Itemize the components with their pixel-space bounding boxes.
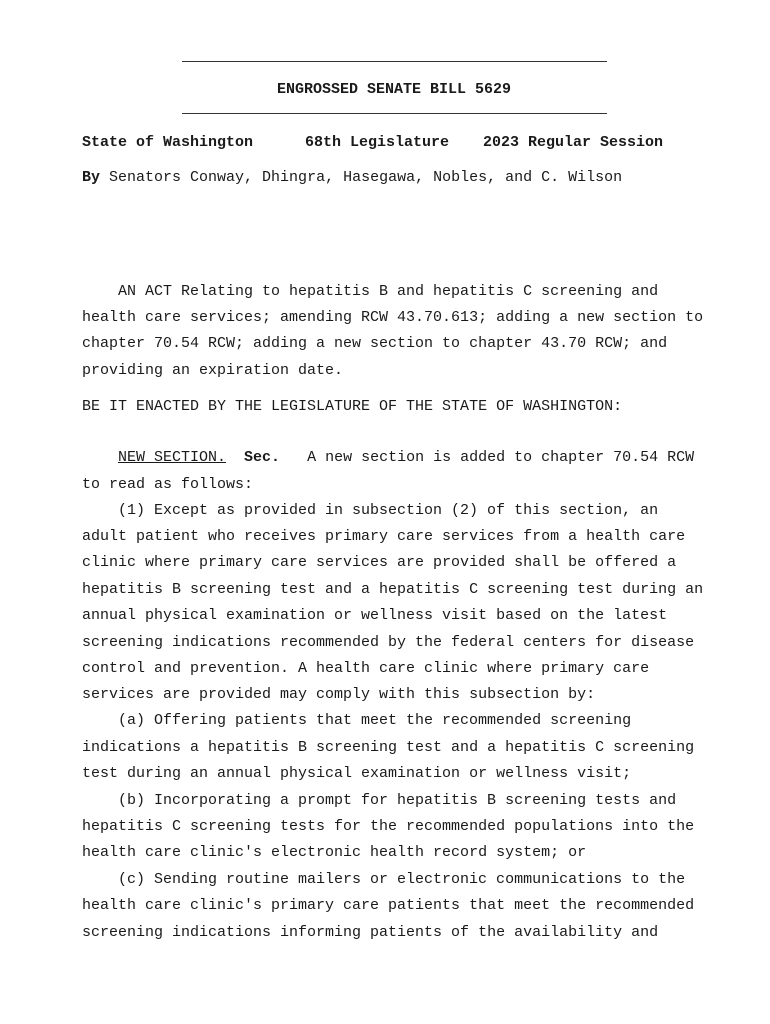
by-label: By (82, 169, 101, 186)
body-line: annual physical examination or wellness visit based on the latest (82, 607, 668, 624)
bottom-rule (182, 113, 607, 114)
new-section-label: NEW SECTION. (118, 449, 227, 466)
body-line: indications a hepatitis B screening test and a hepatitis C screening (82, 739, 695, 756)
section-intro-text: A new section is added to chapter 70.54 RCW (307, 449, 695, 466)
body-line: test during an annual physical examination or wellness visit; (82, 765, 632, 782)
enacting-clause: BE IT ENACTED BY THE LEGISLATURE OF THE STATE OF WASHINGTON: (82, 398, 623, 415)
sponsor-names: Senators Conway, Dhingra, Hasegawa, Nobles, and C. Wilson (109, 169, 623, 186)
body-line: hepatitis C screening tests for the recommended populations into the (82, 818, 695, 835)
body-line: screening indications recommended by the federal centers for disease (82, 634, 695, 651)
body-line: hepatitis B screening test and a hepatitis C screening test during an (82, 581, 704, 598)
bill-title: ENGROSSED SENATE BILL 5629 (276, 81, 512, 98)
act-line: health care services; amending RCW 43.70.613; adding a new section to (82, 309, 704, 326)
body-line: screening indications informing patients of the availability and (82, 924, 659, 941)
body-line: control and prevention. A health care clinic where primary care (82, 660, 650, 677)
body-line: health care clinic's electronic health record system; or (82, 844, 587, 861)
body-line: services are provided may comply with this subsection by: (82, 686, 596, 703)
sponsors-line (82, 169, 622, 186)
session-name: 2023 Regular Session (483, 134, 664, 151)
body-line: (a) Offering patients that meet the recommended screening (118, 712, 632, 729)
section-intro-line2: to read as follows: (82, 476, 254, 493)
body-line: (c) Sending routine mailers or electronic communications to the (118, 871, 686, 888)
body-line: health care clinic's primary care patients that meet the recommended (82, 897, 695, 914)
act-line: providing an expiration date. (82, 362, 344, 379)
body-line: adult patient who receives primary care services from a health care (82, 528, 686, 545)
section-intro (118, 449, 694, 467)
act-line: AN ACT Relating to hepatitis B and hepatitis C screening and (118, 283, 659, 300)
body-line: (1) Except as provided in subsection (2) of this section, an (118, 502, 659, 519)
sec-label: Sec. (244, 449, 281, 466)
legislature-name: 68th Legislature (305, 134, 450, 151)
state-name: State of Washington (82, 134, 254, 151)
body-line: clinic where primary care services are provided shall be offered a (82, 554, 677, 571)
body-line: (b) Incorporating a prompt for hepatitis B screening tests and (118, 792, 677, 809)
act-line: chapter 70.54 RCW; adding a new section to chapter 43.70 RCW; and (82, 335, 668, 352)
top-rule (182, 61, 607, 62)
